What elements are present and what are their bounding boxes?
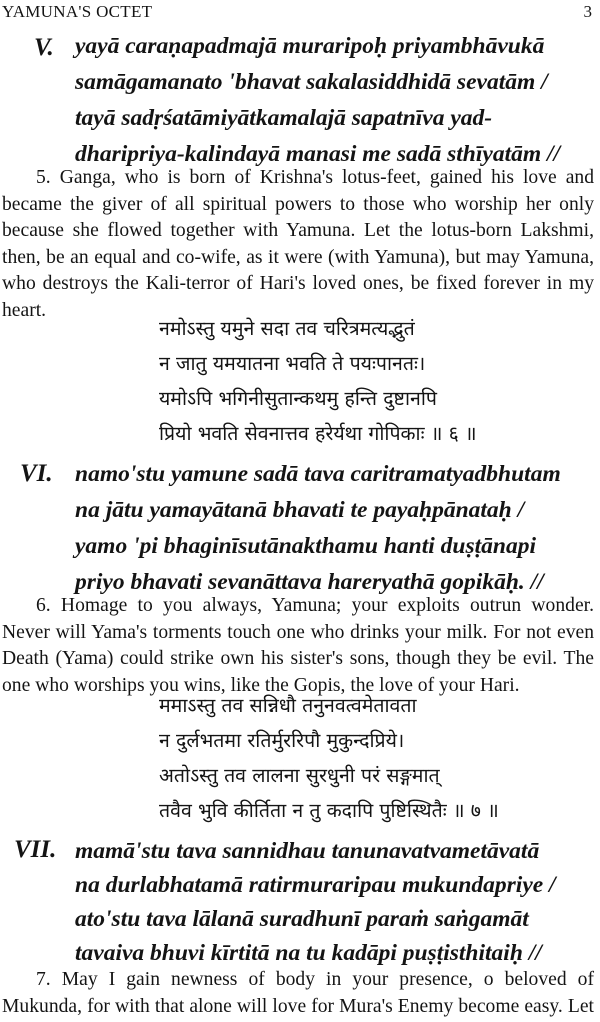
paragraph-line: 6. Homage to you always, Yamuna; your exploits outrun wonder.: [36, 595, 594, 616]
page-number: 3: [583, 2, 592, 21]
verse-line: yayā caraṇapadmajā muraripoḥ priyambhāvukā: [75, 33, 545, 59]
paragraph-line: became the giver of all spiritual powers to those who worship her only: [2, 193, 594, 215]
verse-line: tavaiva bhuvi kīrtitā na tu kadāpi puṣṭisthitaiḥ //: [75, 940, 542, 966]
verse-line: na durlabhatamā ratirmuraripau mukundapriye /: [75, 872, 556, 898]
paragraph-line: Never will Yama's torments touch one who drinks your milk. For not even: [2, 621, 594, 643]
verse-line: tayā sadṛśatāmiyātkamalajā sapatnīva yad-: [75, 105, 493, 131]
devanagari-line: तवैव भुवि कीर्तिता न तु कदापि पुष्टिस्थितैः ॥ ७ ॥: [159, 799, 499, 822]
sanskrit-verse-7: [159, 688, 499, 828]
devanagari-line: अतोऽस्तु तव लालना सुरधुनी परं सङ्गमात्: [159, 764, 440, 787]
verse-line: na jātu yamayātanā bhavati te payaḥpānataḥ /: [75, 497, 525, 523]
verse-line: samāgamanato 'bhavat sakalasiddhidā sevatām /: [75, 69, 548, 95]
paragraph-line: heart.: [2, 299, 47, 321]
paragraph-line: 7. May I gain newness of body in your presence, o beloved of: [36, 969, 594, 990]
devanagari-line: न दुर्लभतमा रतिर्मुररिपौ मुकुन्दप्रिये।: [159, 729, 405, 752]
page-header: [0, 2, 600, 24]
verse-line: yamo 'pi bhaginīsutānakthamu hanti duṣṭānapi: [75, 533, 537, 559]
running-title: YAMUNA'S OCTET: [2, 2, 153, 21]
paragraph-line: then, be an equal and co-wife, as it were (with Yamuna), but may Yamuna,: [2, 246, 594, 268]
verse-line: ato'stu tava lālanā suradhunī paraṁ saṅgamāt: [75, 906, 529, 932]
paragraph-line: one who worships you wins, like the Gopis, the love of your Hari.: [2, 674, 520, 696]
sanskrit-verse-6: [159, 311, 477, 451]
verse-line: dharipriya-kalindayā manasi me sadā sthīyatām //: [75, 141, 561, 167]
devanagari-line: नमोऽस्तु यमुने सदा तव चरित्रमत्यद्भुतं: [159, 317, 415, 340]
verse-numeral: VII.: [14, 836, 57, 863]
devanagari-line: प्रियो भवति सेवनात्तव हरेर्यथा गोपिकाः ॥ ६ ॥: [159, 422, 477, 445]
verse-line: mamā'stu tava sannidhau tanunavatvametāvatā: [75, 838, 540, 864]
verse-numeral: VI.: [20, 460, 53, 487]
paragraph-line: Death (Yama) could strike own his sister's sons, though they be evil. The: [2, 648, 594, 669]
devanagari-line: ममाऽस्तु तव सन्निधौ तनुनवत्वमेतावता: [159, 694, 417, 717]
paragraph-line: 5. Ganga, who is born of Krishna's lotus-feet, gained his love and: [36, 167, 594, 188]
verse-numeral: V.: [34, 34, 54, 61]
paragraph-line: because she flowed together with Yamuna. Let the lotus-born Lakshmi,: [2, 220, 594, 241]
devanagari-line: यमोऽपि भगिनीसुतान्कथमु हन्ति दुष्टानपि: [159, 387, 437, 410]
verse-line: namo'stu yamune sadā tava caritramatyadbhutam: [75, 461, 561, 487]
verse-line: priyo bhavati sevanāttava hareryathā gopikāḥ. //: [75, 569, 544, 595]
translation-paragraph-5: [2, 165, 594, 324]
translation-paragraph-6: [2, 593, 594, 699]
paragraph-line: who destroys the Kali-terror of Hari's loved ones, be fixed forever in my: [2, 273, 594, 294]
translation-paragraph-7: [2, 967, 594, 1020]
paragraph-line: Mukunda, for with that alone will love for Mura's Enemy become easy. Let: [2, 995, 594, 1017]
devanagari-line: न जातु यमयातना भवति ते पयःपानतः।: [159, 352, 426, 375]
